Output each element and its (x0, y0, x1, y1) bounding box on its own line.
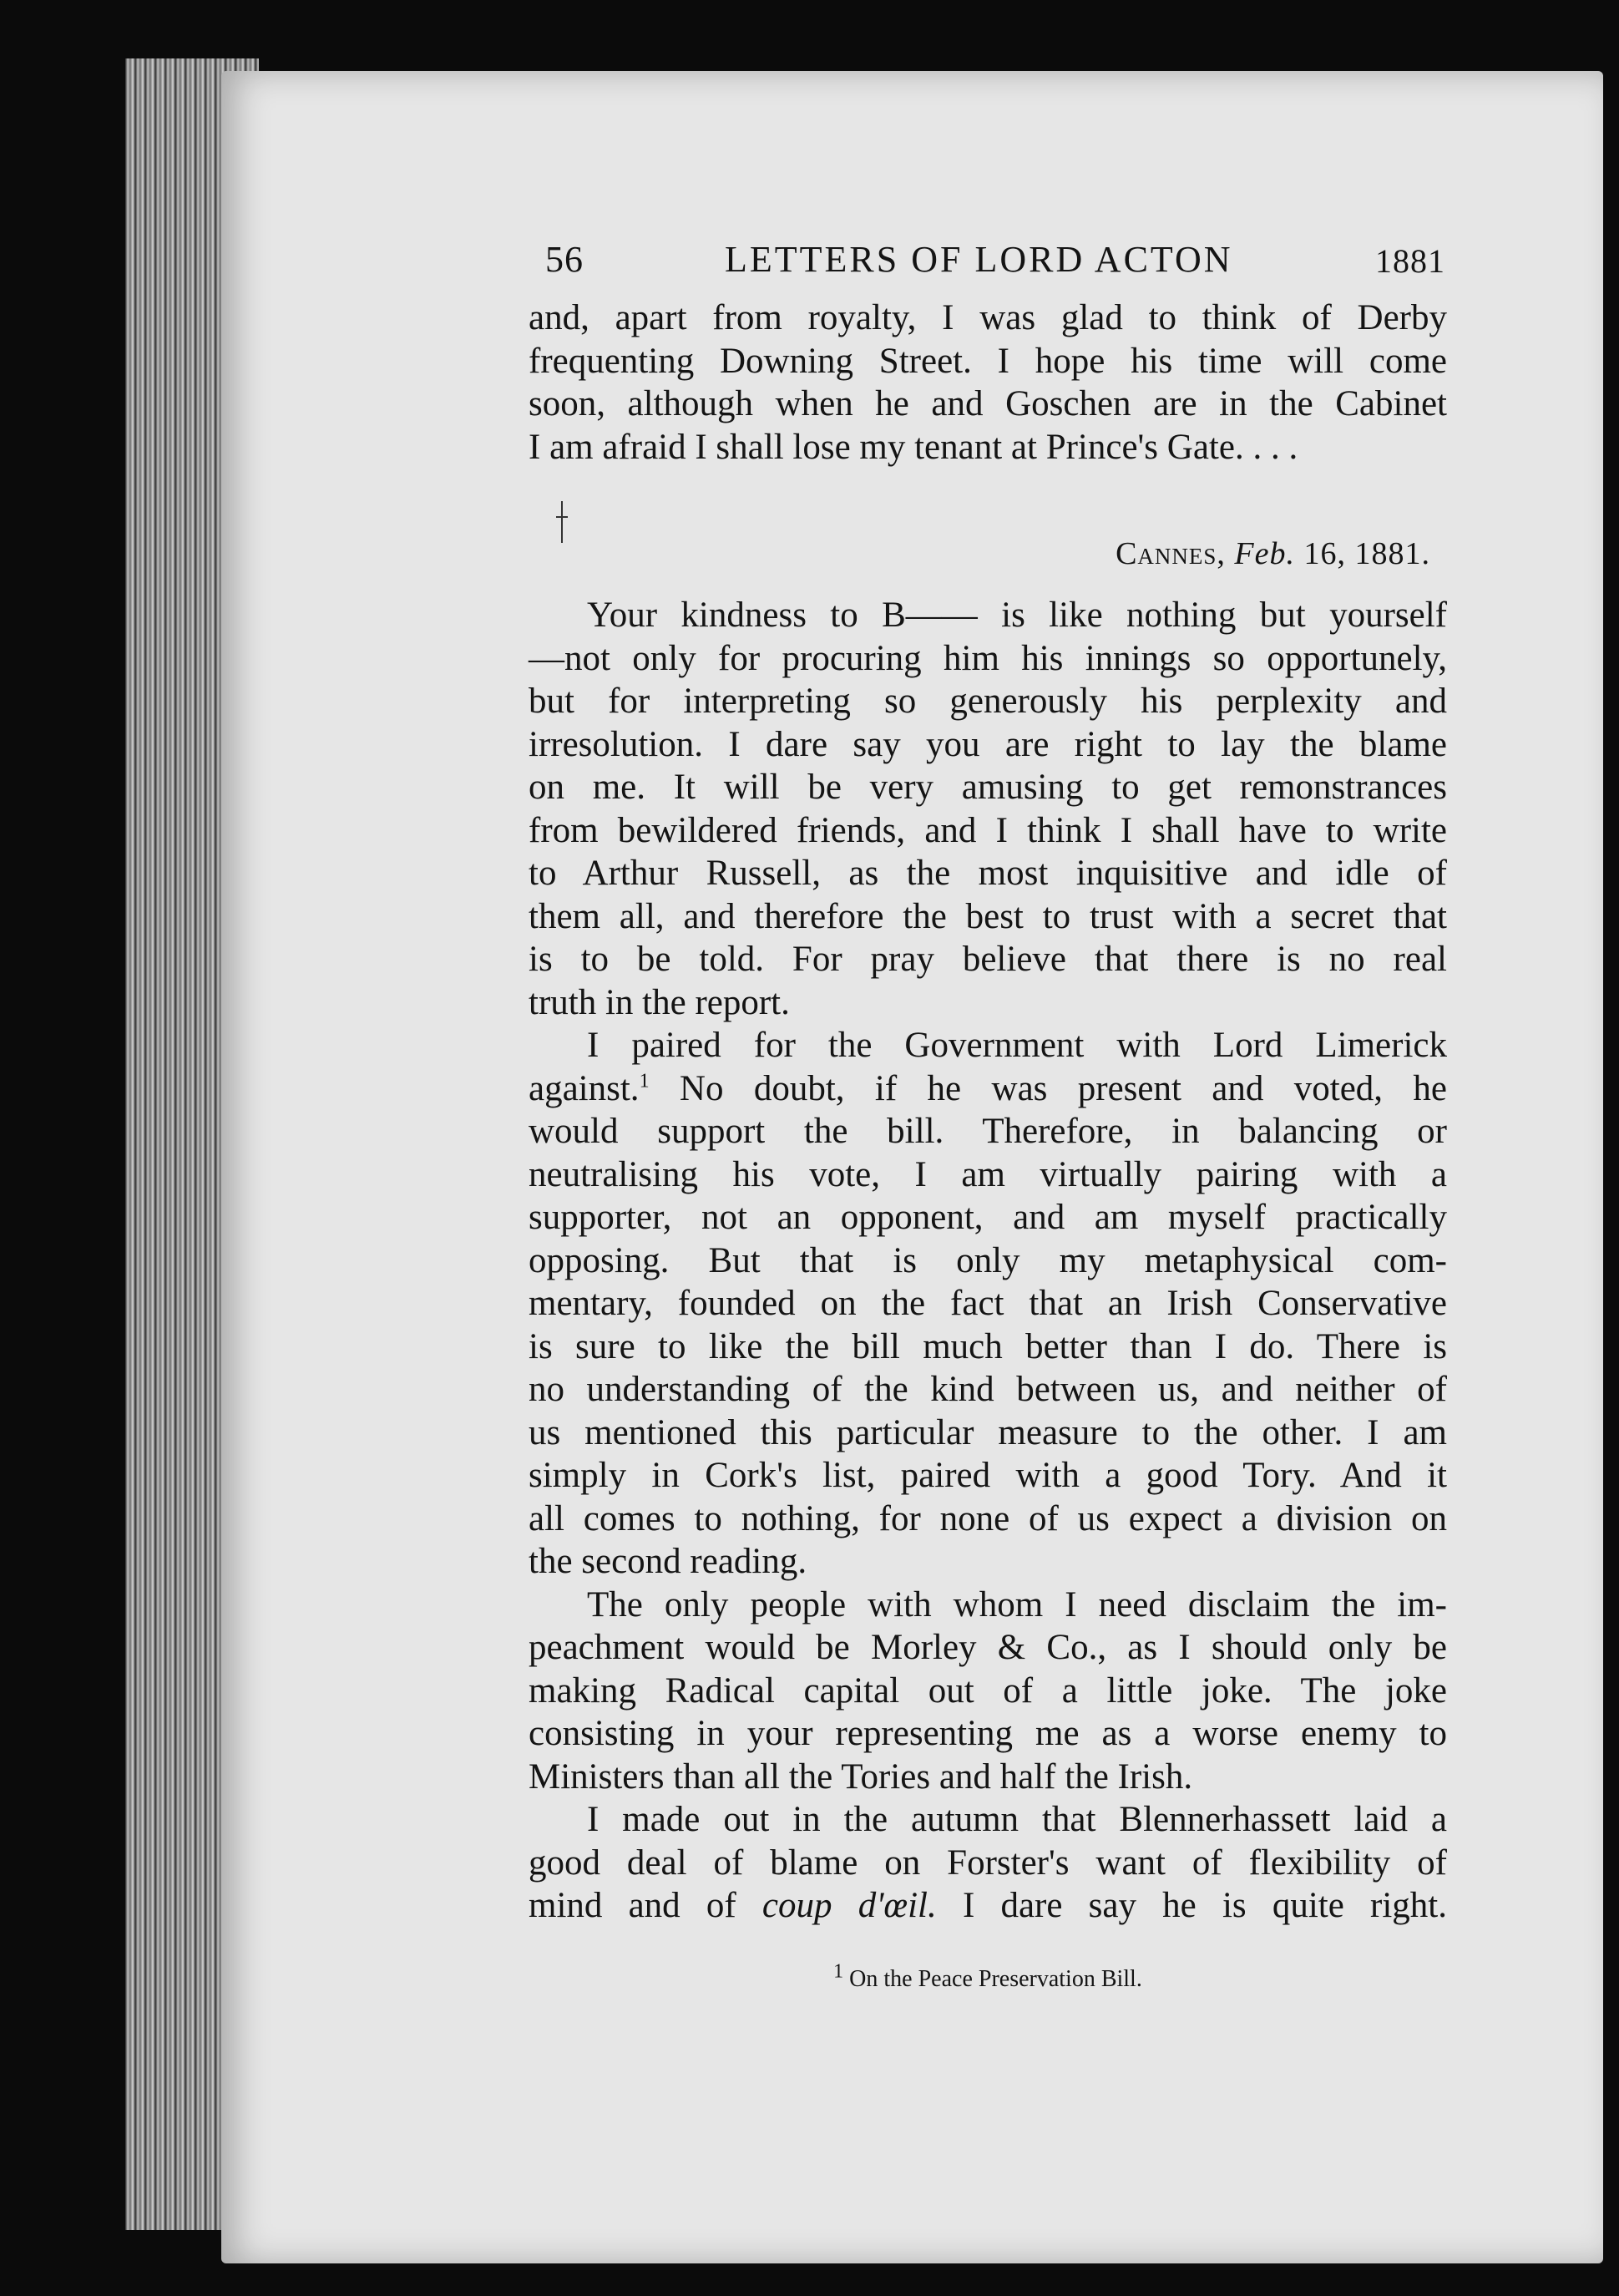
text-fragment: against. (529, 1068, 640, 1108)
text-line: us mentioned this particular measure to the other. I am (529, 1412, 1447, 1452)
text-line: consisting in your representing me as a worse enemy to (529, 1714, 1447, 1753)
text-line: from bewildered friends, and I think I shall have to write (529, 810, 1447, 850)
paragraph-2 (529, 594, 1447, 1024)
text-line: is to be told. For pray believe that there is no real (529, 940, 1447, 979)
text-line: irresolution. I dare say you are right to lay the blame (529, 724, 1447, 764)
text-line: I am afraid I shall lose my tenant at Prince's Gate. . . . (529, 427, 1298, 467)
text-line: but for interpreting so generously his perplexity and (529, 682, 1447, 721)
text-line: the second reading. (529, 1542, 807, 1581)
dateline-month: Feb. (1234, 536, 1295, 571)
paragraph-1 (529, 297, 1447, 469)
text-line: to Arthur Russell, as the most inquisitive and idle of (529, 854, 1447, 893)
text-line (529, 1067, 1447, 1111)
text-fragment: No doubt, if he was present and voted, he (649, 1068, 1447, 1108)
text-line: I made out in the autumn that Blennerhassett laid a (587, 1800, 1447, 1839)
text-line: making Radical capital out of a little joke. The joke (529, 1670, 1447, 1711)
text-line: good deal of blame on Forster's want of flexibility of (529, 1842, 1447, 1883)
paragraph-4 (529, 1584, 1447, 1799)
text-line: frequenting Downing Street. I hope his time will come (529, 341, 1447, 381)
text-line: peachment would be Morley & Co., as I should only be (529, 1628, 1447, 1667)
dateline-date: 16, 1881. (1303, 536, 1430, 571)
text-line: mentary, founded on the fact that an Irish Conservative (529, 1284, 1447, 1323)
text-line: supporter, not an opponent, and am myself practically (529, 1198, 1447, 1237)
text-line: all comes to nothing, for none of us expect a division on (529, 1498, 1447, 1538)
running-title: LETTERS OF LORD ACTON (725, 239, 1233, 280)
page-number: 56 (545, 239, 584, 280)
dateline-place: Cannes, (1116, 536, 1226, 571)
paragraph-3 (529, 1024, 1447, 1584)
footnote-reference: 1 (639, 1070, 650, 1092)
text-fragment: mind and of (529, 1886, 762, 1925)
italic-phrase: coup d'œil. (761, 1886, 937, 1925)
text-line: simply in Cork's list, paired with a good Tory. And it (529, 1456, 1447, 1495)
text-line: truth in the report. (529, 982, 790, 1022)
text-line: is sure to like the bill much better than I do. There is (529, 1326, 1447, 1366)
page-text (529, 230, 1447, 1993)
running-head (529, 230, 1447, 297)
footnote-text: On the Peace Preservation Bill. (849, 1965, 1142, 1992)
paragraph-5 (529, 1798, 1447, 1928)
text-fragment: I dare say he is quite right. (936, 1886, 1447, 1925)
text-line: no understanding of the kind between us, and neither of (529, 1370, 1447, 1409)
text-line: Your kindness to B—— is like nothing but yourself (587, 596, 1447, 635)
text-line: and, apart from royalty, I was glad to think of Derby (529, 298, 1447, 337)
footnote (529, 1960, 1447, 1993)
text-line: them all, and therefore the best to trust with a secret that (529, 896, 1447, 936)
text-line: I paired for the Government with Lord Limerick (587, 1026, 1447, 1065)
running-year: 1881 (1375, 242, 1445, 280)
dateline (529, 535, 1430, 572)
text-line: soon, although when he and Goschen are in the Cabinet (529, 384, 1447, 423)
text-line: Ministers than all the Tories and half the Irish. (529, 1756, 1193, 1797)
text-line: The only people with whom I need disclaim the im- (587, 1584, 1447, 1624)
footnote-mark: 1 (833, 1960, 844, 1983)
text-line: —not only for procuring him his innings so opportunely, (529, 638, 1447, 678)
text-line: on me. It will be very amusing to get remonstrances (529, 768, 1447, 807)
text-line: opposing. But that is only my metaphysical com- (529, 1240, 1447, 1280)
text-line: would support the bill. Therefore, in balancing or (529, 1112, 1447, 1151)
text-line (529, 1884, 1447, 1928)
text-line: neutralising his vote, I am virtually pairing with a (529, 1154, 1447, 1194)
